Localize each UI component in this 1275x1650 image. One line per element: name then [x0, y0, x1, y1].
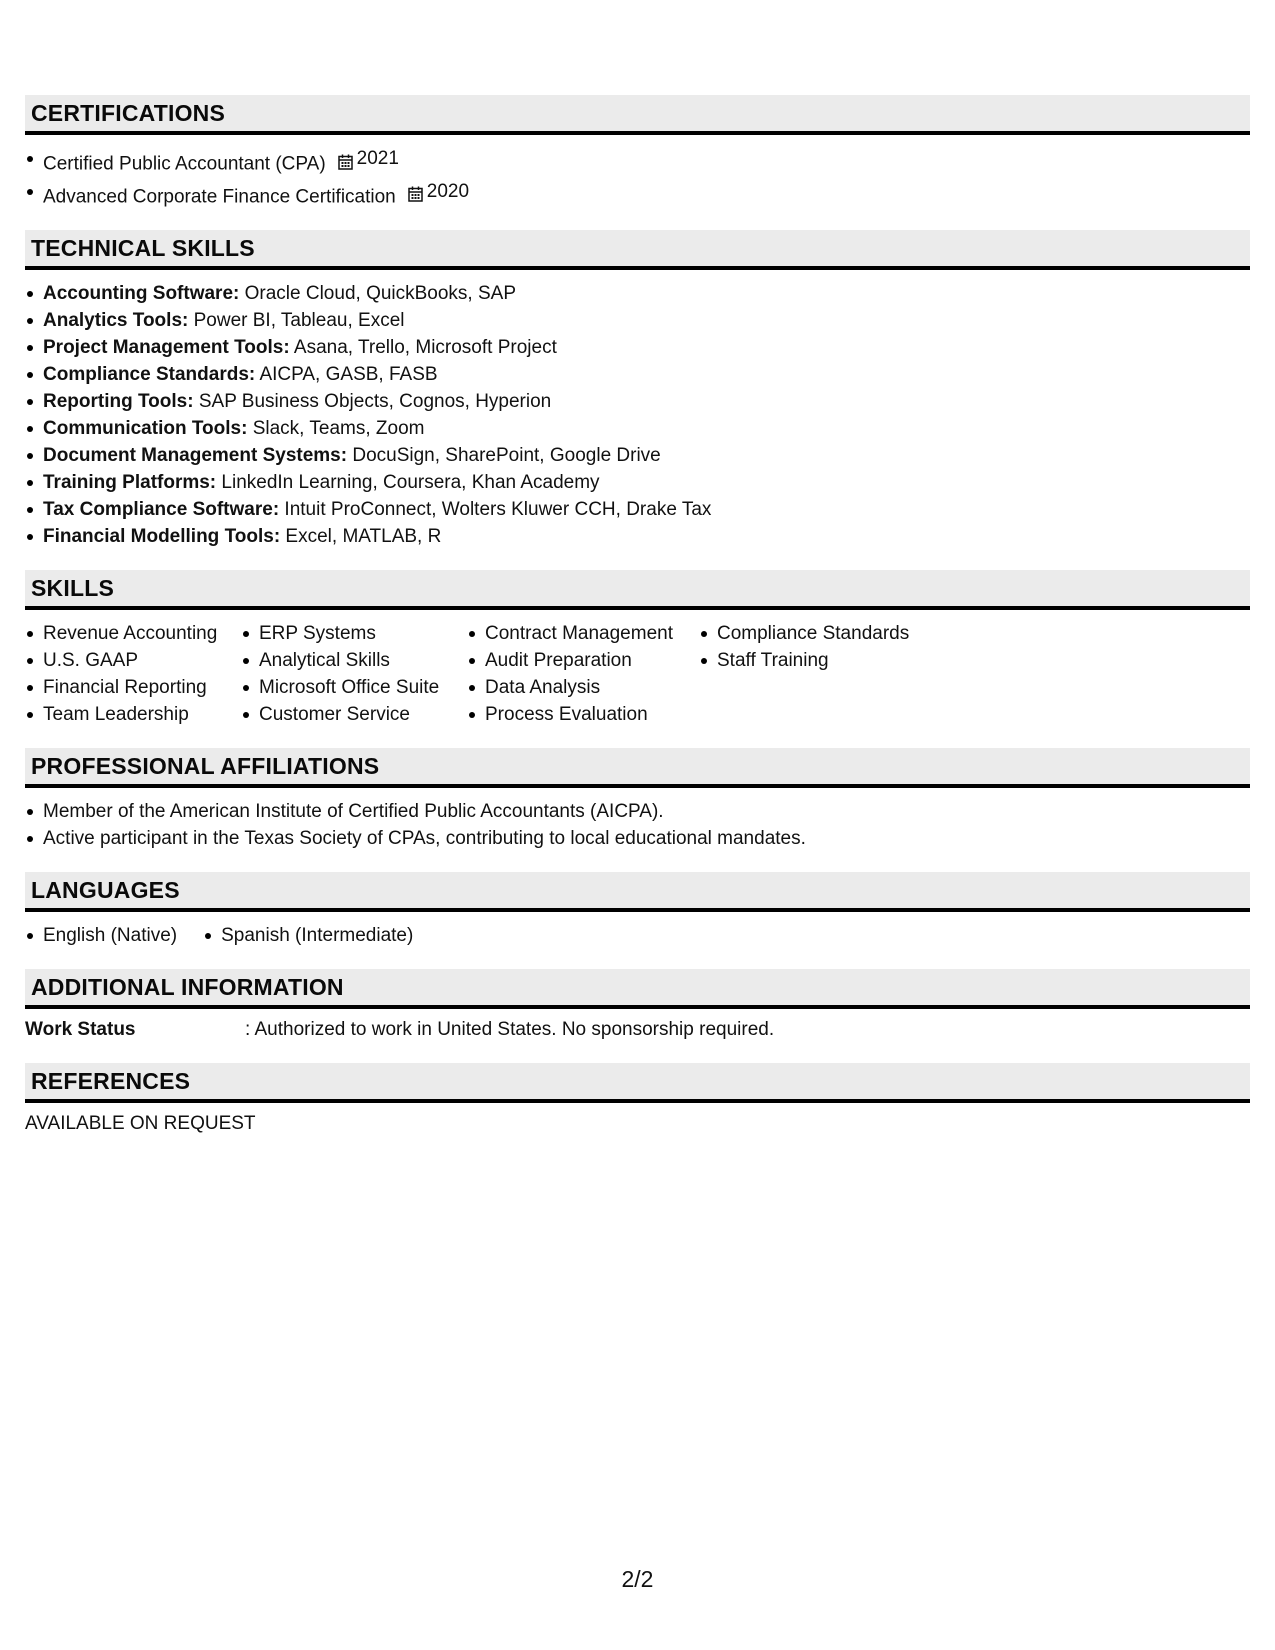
- certification-item: [25, 145, 1250, 178]
- additional-info-title: ADDITIONAL INFORMATION: [31, 973, 344, 1000]
- skills-title: SKILLS: [31, 574, 114, 601]
- skills-grid: [25, 620, 1250, 728]
- skill-item: Team Leadership: [25, 701, 241, 728]
- technical-skill-item: [25, 469, 1250, 496]
- languages-list: [25, 922, 439, 949]
- work-status-value: : Authorized to work in United States. No sponsorship required.: [245, 1019, 775, 1040]
- technical-skill-item: [25, 334, 1250, 361]
- skills-column: [467, 620, 699, 728]
- skill-item: Financial Reporting: [25, 674, 241, 701]
- affiliation-item: Active participant in the Texas Society of CPAs, contributing to local educational mandates.: [25, 825, 1250, 852]
- page-number: 2/2: [621, 1566, 654, 1592]
- skill-item: Compliance Standards: [699, 620, 939, 647]
- skill-item: Contract Management: [467, 620, 699, 647]
- technical-skill-value: SAP Business Objects, Cognos, Hyperion: [193, 391, 552, 412]
- affiliations-section: [25, 748, 1250, 852]
- certification-name: Advanced Corporate Finance Certification: [43, 186, 396, 207]
- technical-skill-label: Document Management Systems:: [43, 445, 348, 466]
- skill-item: Analytical Skills: [241, 647, 467, 674]
- technical-skill-item: [25, 523, 1250, 550]
- skill-item: Microsoft Office Suite: [241, 674, 467, 701]
- skill-item: Revenue Accounting: [25, 620, 241, 647]
- language-item: English (Native): [25, 922, 177, 949]
- technical-skill-value: Slack, Teams, Zoom: [247, 418, 425, 439]
- technical-skill-item: [25, 496, 1250, 523]
- technical-skill-value: Asana, Trello, Microsoft Project: [289, 337, 557, 358]
- language-item: Spanish (Intermediate): [203, 922, 413, 949]
- technical-skill-label: Communication Tools:: [43, 418, 248, 439]
- calendar-icon: [338, 151, 353, 167]
- technical-skill-value: AICPA, GASB, FASB: [255, 364, 438, 385]
- skill-item: Staff Training: [699, 647, 939, 674]
- technical-skill-label: Training Platforms:: [43, 472, 217, 493]
- references-title: REFERENCES: [31, 1067, 191, 1094]
- technical-skill-label: Analytics Tools:: [43, 310, 189, 331]
- languages-title: LANGUAGES: [31, 876, 180, 903]
- references-header: [25, 1063, 1250, 1103]
- technical-skills-section: [25, 230, 1250, 550]
- skill-item: ERP Systems: [241, 620, 467, 647]
- certifications-title: CERTIFICATIONS: [31, 99, 226, 126]
- technical-skills-list: [25, 280, 1250, 550]
- skills-header: [25, 570, 1250, 610]
- technical-skill-value: Power BI, Tableau, Excel: [188, 310, 405, 331]
- languages-header: [25, 872, 1250, 912]
- skills-column: [241, 620, 467, 728]
- certification-year: 2020: [426, 180, 470, 202]
- technical-skill-label: Compliance Standards:: [43, 364, 256, 385]
- languages-row: [25, 922, 1250, 949]
- technical-skill-value: Oracle Cloud, QuickBooks, SAP: [239, 283, 517, 304]
- technical-skills-header: [25, 230, 1250, 270]
- skill-item: Data Analysis: [467, 674, 699, 701]
- calendar-icon: [408, 183, 423, 199]
- technical-skill-value: Excel, MATLAB, R: [280, 526, 442, 547]
- work-status-label: Work Status: [25, 1019, 136, 1040]
- skills-column: [699, 620, 939, 728]
- resume-page: [25, 95, 1250, 1157]
- technical-skill-item: [25, 442, 1250, 469]
- technical-skill-label: Tax Compliance Software:: [43, 499, 280, 520]
- skill-item: Process Evaluation: [467, 701, 699, 728]
- technical-skill-value: LinkedIn Learning, Coursera, Khan Academy: [216, 472, 600, 493]
- references-section: [25, 1063, 1250, 1137]
- technical-skill-label: Project Management Tools:: [43, 337, 290, 358]
- affiliations-header: [25, 748, 1250, 788]
- certifications-list: [25, 145, 1250, 210]
- technical-skill-item: [25, 280, 1250, 307]
- skills-section: [25, 570, 1250, 728]
- technical-skill-item: [25, 361, 1250, 388]
- certifications-section: [25, 95, 1250, 210]
- references-text: AVAILABLE ON REQUEST: [25, 1113, 256, 1134]
- technical-skill-item: [25, 307, 1250, 334]
- technical-skill-value: DocuSign, SharePoint, Google Drive: [347, 445, 661, 466]
- certification-item: [25, 178, 1250, 211]
- skills-column: [25, 620, 241, 728]
- technical-skills-title: TECHNICAL SKILLS: [31, 234, 255, 261]
- technical-skill-item: [25, 388, 1250, 415]
- certification-date: [408, 178, 469, 205]
- additional-info-header: [25, 969, 1250, 1009]
- technical-skill-value: Intuit ProConnect, Wolters Kluwer CCH, Drake Tax: [279, 499, 712, 520]
- certifications-header: [25, 95, 1250, 135]
- skill-item: U.S. GAAP: [25, 647, 241, 674]
- affiliations-list: [25, 798, 1250, 852]
- technical-skill-item: [25, 415, 1250, 442]
- skill-item: Customer Service: [241, 701, 467, 728]
- technical-skill-label: Financial Modelling Tools:: [43, 526, 281, 547]
- additional-info-section: [25, 969, 1250, 1043]
- certification-name: Certified Public Accountant (CPA): [43, 153, 326, 175]
- work-status-row: [25, 1016, 1250, 1043]
- affiliations-title: PROFESSIONAL AFFILIATIONS: [31, 752, 380, 779]
- affiliation-item: Member of the American Institute of Certified Public Accountants (AICPA).: [25, 798, 1250, 825]
- certification-year: 2021: [356, 148, 399, 169]
- technical-skill-label: Reporting Tools:: [43, 391, 194, 412]
- certification-date: [338, 145, 399, 172]
- languages-section: [25, 872, 1250, 949]
- skill-item: Audit Preparation: [467, 647, 699, 674]
- technical-skill-label: Accounting Software:: [43, 283, 240, 304]
